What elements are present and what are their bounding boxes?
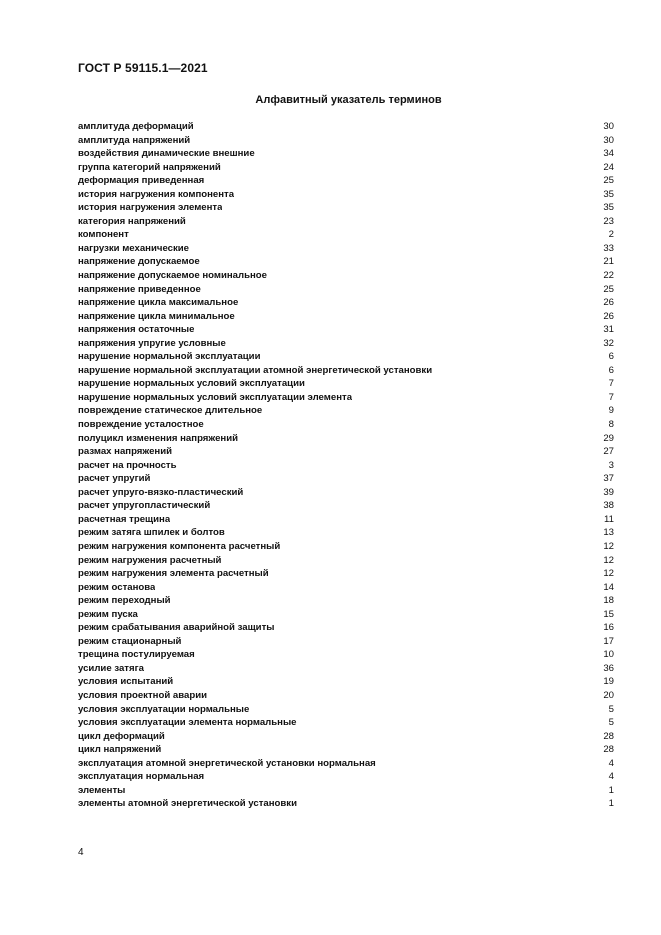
index-entry-page: 26 — [603, 310, 614, 322]
index-entry — [78, 770, 614, 784]
index-entry-term: повреждение статическое длительное — [78, 405, 263, 417]
index-entry — [78, 675, 614, 689]
index-entry-page: 12 — [603, 554, 614, 566]
index-entry-term: размах напряжений — [78, 446, 173, 458]
index-entry — [78, 608, 614, 622]
index-entry-term: трещина постулируемая — [78, 649, 195, 661]
index-entry — [78, 730, 614, 744]
index-entry — [78, 662, 614, 676]
index-entry — [78, 445, 614, 459]
index-entry-term: история нагружения компонента — [78, 188, 235, 200]
index-entry-page: 28 — [603, 744, 614, 756]
index-entry-term: напряжения упругие условные — [78, 337, 226, 349]
index-entry — [78, 201, 614, 215]
index-entry — [78, 228, 614, 242]
index-entry-term: группа категорий напряжений — [78, 161, 221, 173]
index-entry-term: напряжение приведенное — [78, 283, 201, 295]
index-entry-page: 36 — [603, 662, 614, 674]
index-entry-term: расчетная трещина — [78, 513, 171, 525]
index-entry-page: 5 — [608, 717, 614, 729]
index-entry — [78, 513, 614, 527]
index-entry-page: 34 — [603, 148, 614, 160]
index-entry-page: 33 — [603, 242, 614, 254]
index-entry-term: элементы — [78, 784, 126, 796]
index-entry-page: 11 — [604, 513, 614, 525]
index-entry-page: 28 — [603, 730, 614, 742]
index-entry-term: эксплуатация атомной энергетической установки нормальная — [78, 757, 376, 769]
index-entry — [78, 310, 614, 324]
index-entry-term: режим нагружения элемента расчетный — [78, 568, 269, 580]
index-entry-page: 32 — [603, 337, 614, 349]
index-entry — [78, 418, 614, 432]
index-entry-page: 38 — [603, 500, 614, 512]
index-entry-term: условия эксплуатации нормальные — [78, 703, 250, 715]
index-entry — [78, 554, 614, 568]
index-entry-page: 27 — [603, 446, 614, 458]
index-entry-term: нагрузки механические — [78, 242, 190, 254]
index-entry — [78, 350, 614, 364]
index-entry — [78, 499, 614, 513]
index-entry-page: 13 — [603, 527, 614, 539]
index-entry-term: режим стационарный — [78, 635, 182, 647]
index-entry-term: полуцикл изменения напряжений — [78, 432, 238, 444]
index-entry — [78, 716, 614, 730]
index-entry-page: 3 — [608, 459, 614, 471]
index-entry-page: 19 — [603, 676, 614, 688]
index-entry — [78, 472, 614, 486]
index-entry-term: повреждение усталостное — [78, 419, 204, 431]
index-entry — [78, 134, 614, 148]
index-entry — [78, 581, 614, 595]
index-entry — [78, 757, 614, 771]
index-entry-page: 25 — [603, 283, 614, 295]
index-entry — [78, 526, 614, 540]
index-entry-term: условия эксплуатации элемента нормальные — [78, 717, 297, 729]
index-entry-page: 16 — [603, 622, 614, 634]
index-entry — [78, 635, 614, 649]
index-entry-term: напряжение допускаемое номинальное — [78, 270, 267, 282]
index-entry-term: напряжение цикла минимальное — [78, 310, 235, 322]
index-entry-page: 23 — [603, 215, 614, 227]
index-entry-page: 26 — [603, 297, 614, 309]
index-entry — [78, 567, 614, 581]
index-entry-page: 17 — [603, 635, 614, 647]
index-entry-page: 6 — [608, 351, 614, 363]
index-entry — [78, 432, 614, 446]
index-entry — [78, 174, 614, 188]
index-entry-term: воздействия динамические внешние — [78, 148, 255, 160]
index-entry-term: амплитуда напряжений — [78, 134, 191, 146]
index-entry-term: режим затяга шпилек и болтов — [78, 527, 225, 539]
index-entry — [78, 459, 614, 473]
index-entry — [78, 269, 614, 283]
index-entry-term: условия испытаний — [78, 676, 174, 688]
index-title: Алфавитный указатель терминов — [255, 94, 442, 106]
index-entry-term: режим срабатывания аварийной защиты — [78, 622, 275, 634]
index-entry-term: режим пуска — [78, 608, 138, 620]
index-entry-page: 35 — [603, 202, 614, 214]
index-entry — [78, 161, 614, 175]
index-entry-page: 7 — [608, 391, 614, 403]
index-entry-page: 21 — [603, 256, 614, 268]
index-entry-term: эксплуатация нормальная — [78, 771, 205, 783]
index-entry — [78, 743, 614, 757]
index-entry-page: 2 — [608, 229, 614, 241]
index-entry — [78, 147, 614, 161]
index-entry-page: 1 — [608, 798, 614, 810]
document-code: ГОСТ Р 59115.1—2021 — [78, 61, 208, 75]
index-entry-page: 12 — [603, 568, 614, 580]
index-entry-page: 31 — [603, 324, 614, 336]
index-entry-term: нарушение нормальной эксплуатации — [78, 351, 261, 363]
index-entry-page: 12 — [603, 540, 614, 552]
index-entry — [78, 120, 614, 134]
page-number: 4 — [78, 847, 84, 858]
index-entry-page: 4 — [608, 757, 614, 769]
index-entry-page: 35 — [603, 188, 614, 200]
index-entry — [78, 391, 614, 405]
index-entry-term: нарушение нормальных условий эксплуатации элемента — [78, 391, 353, 403]
index-entry-term: режим переходный — [78, 595, 171, 607]
index-entry-page: 37 — [603, 473, 614, 485]
index-entry-page: 8 — [608, 419, 614, 431]
index-entry — [78, 594, 614, 608]
index-entry-term: напряжения остаточные — [78, 324, 195, 336]
index-entry-term: нарушение нормальных условий эксплуатации — [78, 378, 305, 390]
index-entry-page: 9 — [608, 405, 614, 417]
index-entry-page: 30 — [603, 121, 614, 132]
index-entry — [78, 323, 614, 337]
index-entry-term: история нагружения элемента — [78, 202, 223, 214]
index-entry-list — [78, 120, 614, 811]
index-entry-term: расчет упругопластический — [78, 500, 211, 512]
index-entry — [78, 242, 614, 256]
index-entry-page: 20 — [603, 689, 614, 701]
index-entry-term: условия проектной аварии — [78, 689, 207, 701]
index-entry-term: амплитуда деформаций — [78, 121, 194, 132]
index-entry-page: 29 — [603, 432, 614, 444]
index-entry — [78, 283, 614, 297]
index-entry-term: расчет упруго-вязко-пластический — [78, 486, 244, 498]
index-entry — [78, 377, 614, 391]
index-entry-term: режим нагружения компонента расчетный — [78, 540, 281, 552]
index-entry — [78, 486, 614, 500]
index-entry — [78, 404, 614, 418]
index-entry — [78, 648, 614, 662]
index-entry-term: расчет упругий — [78, 473, 151, 485]
index-entry-page: 22 — [603, 270, 614, 282]
index-entry-page: 25 — [603, 175, 614, 187]
index-entry-page: 18 — [603, 595, 614, 607]
index-entry-term: напряжение цикла максимальное — [78, 297, 239, 309]
index-entry-term: цикл напряжений — [78, 744, 162, 756]
index-entry-page: 1 — [608, 784, 614, 796]
index-entry-term: расчет на прочность — [78, 459, 177, 471]
index-entry-term: режим нагружения расчетный — [78, 554, 222, 566]
index-entry-term: категория напряжений — [78, 215, 186, 227]
index-entry-page: 6 — [608, 364, 614, 376]
index-entry-term: деформация приведенная — [78, 175, 205, 187]
index-entry — [78, 703, 614, 717]
index-entry — [78, 540, 614, 554]
index-entry — [78, 296, 614, 310]
index-entry-page: 7 — [608, 378, 614, 390]
index-entry-term: элементы атомной энергетической установки — [78, 798, 297, 810]
index-entry — [78, 215, 614, 229]
index-entry-page: 4 — [608, 771, 614, 783]
index-entry-term: усилие затяга — [78, 662, 144, 674]
index-entry-page: 15 — [603, 608, 614, 620]
index-entry-term: напряжение допускаемое — [78, 256, 200, 268]
index-entry — [78, 689, 614, 703]
index-entry — [78, 797, 614, 811]
index-entry-term: нарушение нормальной эксплуатации атомной энергетической установки — [78, 364, 433, 376]
index-entry-page: 24 — [603, 161, 614, 173]
index-entry-term: цикл деформаций — [78, 730, 165, 742]
index-entry — [78, 621, 614, 635]
index-entry — [78, 784, 614, 798]
index-entry-term: режим останова — [78, 581, 156, 593]
index-entry — [78, 364, 614, 378]
index-entry-term: компонент — [78, 229, 129, 241]
index-entry-page: 5 — [608, 703, 614, 715]
index-entry-page: 30 — [603, 134, 614, 146]
index-entry — [78, 188, 614, 202]
index-entry-page: 10 — [603, 649, 614, 661]
index-entry-page: 14 — [603, 581, 614, 593]
index-entry — [78, 337, 614, 351]
index-entry-page: 39 — [603, 486, 614, 498]
index-entry — [78, 255, 614, 269]
